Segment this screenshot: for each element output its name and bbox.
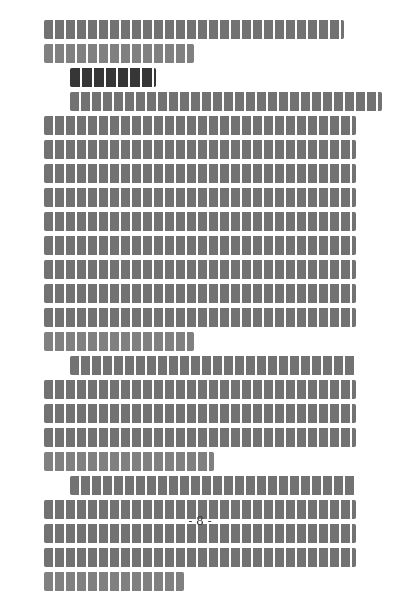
text-line bbox=[44, 140, 356, 159]
text-line bbox=[44, 164, 356, 183]
text-line bbox=[44, 332, 194, 351]
body-text-block bbox=[44, 20, 356, 596]
text-line bbox=[44, 236, 356, 255]
text-line bbox=[44, 548, 356, 567]
text-line bbox=[44, 44, 194, 63]
text-line bbox=[44, 428, 356, 447]
text-line bbox=[44, 380, 356, 399]
text-line bbox=[44, 404, 356, 423]
text-line bbox=[70, 92, 382, 111]
text-line bbox=[44, 20, 344, 39]
section-heading-line bbox=[70, 68, 156, 87]
text-line bbox=[44, 284, 356, 303]
text-line bbox=[44, 212, 356, 231]
page-number: - 8 - bbox=[188, 514, 212, 528]
text-line bbox=[44, 572, 184, 591]
text-line bbox=[44, 308, 356, 327]
text-line bbox=[44, 260, 356, 279]
text-line bbox=[44, 188, 356, 207]
text-line bbox=[70, 356, 356, 375]
text-line bbox=[44, 452, 214, 471]
text-line bbox=[44, 116, 356, 135]
text-line bbox=[70, 476, 356, 495]
